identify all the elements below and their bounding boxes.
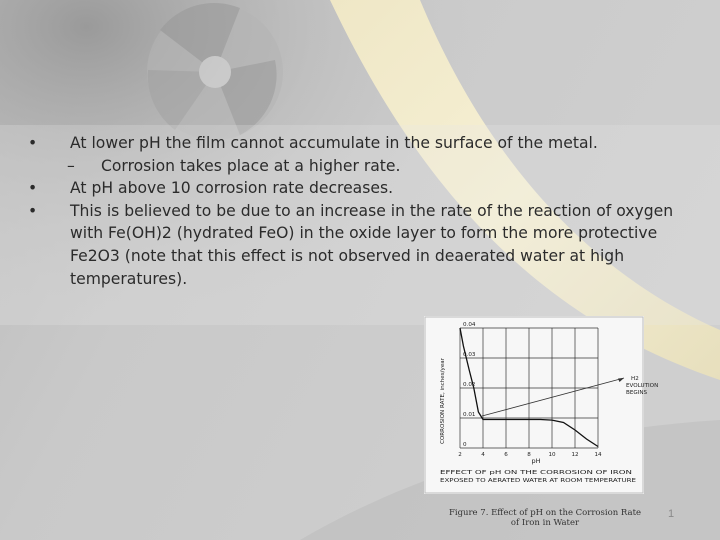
annotation-line: EVOLUTION [626, 383, 659, 389]
y-tick-label: 0 [463, 442, 467, 448]
chart-title-line: EXPOSED TO AERATED WATER AT ROOM TEMPERATURE [440, 478, 637, 484]
page-number: 1 [668, 508, 675, 520]
y-axis-label: CORROSION RATE, inches/year [440, 357, 446, 445]
chart-title-line: EFFECT OF pH ON THE CORROSION OF IRON [440, 470, 632, 476]
caption-line: Figure 7. Effect of pH on the Corrosion Rate [448, 508, 642, 518]
x-tick-label: 8 [527, 452, 531, 458]
bullet-list [28, 132, 688, 290]
bullet-text: At lower pH the film cannot accumulate in the surface of the metal. [70, 134, 598, 152]
y-tick-label: 0.04 [463, 322, 476, 328]
x-tick-label: 6 [504, 452, 508, 458]
caption-line: of Iron in Water [510, 518, 580, 528]
bullet-dot: • [28, 201, 38, 220]
y-tick-label: 0.02 [463, 382, 476, 388]
bullet-dot: • [28, 179, 38, 198]
bullet-dot: • [28, 134, 38, 152]
bullet-text: At pH above 10 corrosion rate decreases. [70, 179, 394, 198]
bullet-text: Corrosion takes place at a higher rate. [101, 156, 401, 175]
figure-caption [440, 508, 650, 528]
x-tick-label: 4 [481, 452, 485, 458]
fan-icon [147, 3, 283, 140]
x-tick-label: 2 [458, 452, 462, 458]
bullet-text: This is believed to be due to an increase in the rate of the reaction of oxygen with Fe(OH)2 (hydrated FeO) in the oxide layer to form the more protective Fe2O3 (note that this effect is not observed in deaerated water at high temperatures). [70, 201, 674, 288]
x-tick-label: 10 [548, 452, 556, 458]
y-tick-label: 0.03 [463, 352, 476, 358]
annotation-line: H2 [631, 376, 639, 382]
bullet-item [28, 177, 688, 200]
y-tick-label: 0.01 [463, 412, 476, 418]
corrosion-rate-figure [424, 316, 659, 494]
bullet-item [28, 200, 688, 290]
x-tick-label: 12 [571, 452, 579, 458]
bullet-item [28, 132, 688, 155]
x-tick-label: 14 [594, 452, 602, 458]
annotation-line: BEGINS [626, 390, 648, 396]
sub-bullet-item [28, 155, 688, 178]
sub-bullet-dash: – [67, 156, 75, 175]
x-axis-label: pH [531, 457, 541, 465]
